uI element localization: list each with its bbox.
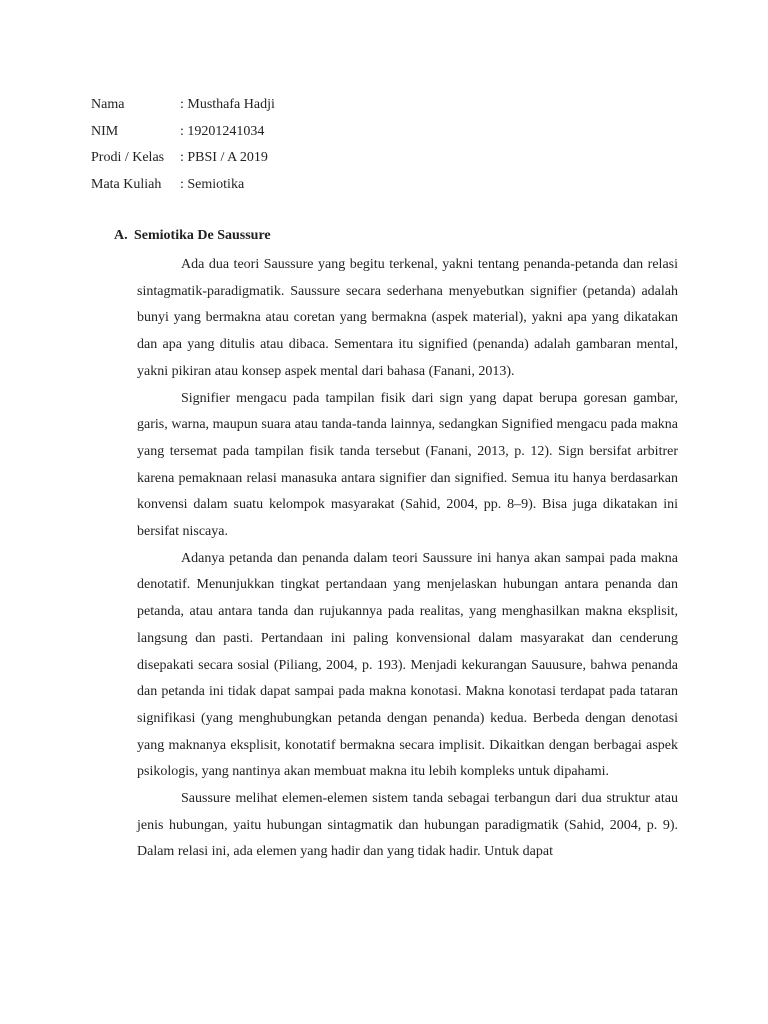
section-heading [114,226,271,246]
info-label: Prodi / Kelas [91,150,165,166]
info-label: Mata Kuliah [91,177,162,193]
info-value: : Semiotika [180,177,245,193]
paragraph: Adanya petanda dan penanda dalam teori Saussure ini hanya akan sampai pada makna denotatif. Menunjukkan tingkat pertandaan yang menjelaskan hubungan antara penanda dan petanda, atau antara tanda dan rujukannya pada realitas, yang menghasilkan makna eksplisit, langsung dan pasti. Pertandaan ini paling konvensional dalam masyarakat dan cenderung disepakati secara sosial (Piliang, 2004, p. 193). Menjadi kekurangan Sauusure, bahwa penanda dan petanda ini tidak dapat sampai pada makna konotasi. Makna konotasi terdapat pada tataran signifikasi (yang menghubungkan petanda dengan penanda) kedua. Berbeda dengan denotasi yang maknanya eksplisit, konotatif bermakna secara implisit. Dikaitkan dengan berbagai aspek psikologis, yang nantinya akan membuat makna itu lebih kompleks untuk dipahami. [137,550,678,780]
paragraph: Signifier mengacu pada tampilan fisik dari sign yang dapat berupa goresan gambar, garis, warna, maupun suara atau tanda-tanda lainnya, sedangkan Signified mengacu pada makna yang tersemat pada tampilan fisik tanda tersebut (Fanani, 2013, p. 12). Sign bersifat arbitrer karena pemaknaan relasi manasuka antara signifier dan signified. Semua itu hanya berdasarkan konvensi dalam suatu kelompok masyarakat (Sahid, 2004, pp. 8–9). Bisa juga dikatakan ini bersifat niscaya. [137,390,678,540]
section-title: Semiotika De Saussure [134,228,271,243]
student-info-table [91,92,275,199]
body-text [137,252,678,866]
info-row-nama [91,92,275,119]
info-value: : PBSI / A 2019 [180,150,268,166]
info-value: : 19201241034 [180,123,265,139]
info-label: Nama [91,97,125,112]
paragraph: Ada dua teori Saussure yang begitu terkenal, yakni tentang penanda-petanda dan relasi sintagmatik-paradigmatik. Saussure secara sederhana menyebutkan signifier (petanda) adalah bunyi yang bermakna atau coretan yang bermakna (aspek material), yakni apa yang dikatakan dan apa yang ditulis atau dibaca. Sementara itu signified (penanda) adalah gambaran mental, yakni pikiran atau konsep aspek mental dari bahasa (Fanani, 2013). [137,257,678,379]
info-label: NIM [91,123,119,139]
info-value: : Musthafa Hadji [180,97,275,112]
info-row-mata-kuliah [91,172,275,199]
info-row-nim [91,119,275,146]
paragraph: Saussure melihat elemen-elemen sistem tanda sebagai terbangun dari dua struktur atau jenis hubungan, yaitu hubungan sintagmatik dan hubungan paradigmatik (Sahid, 2004, p. 9). Dalam relasi ini, ada elemen yang hadir dan yang tidak hadir. Untuk dapat [137,791,678,860]
info-row-prodi-kelas [91,145,275,172]
section-letter: A. [114,228,128,243]
